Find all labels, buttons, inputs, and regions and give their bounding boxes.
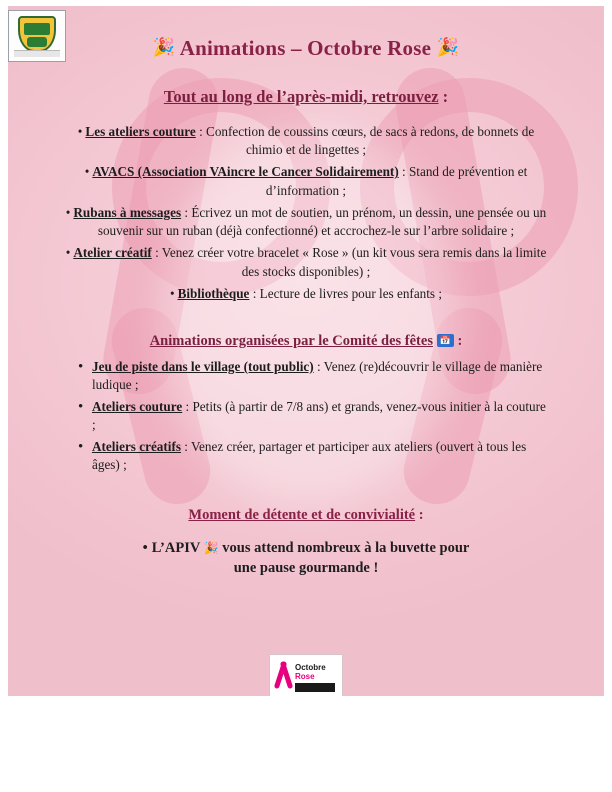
list-item-rest: : Venez (re)découvrir le village de manière ludique ;: [92, 358, 543, 393]
activities-list-afternoon: [60, 123, 552, 303]
octobre-rose-logo: [269, 654, 343, 696]
section-heading-detente-tail: :: [415, 506, 424, 523]
bullet-icon: •: [142, 539, 148, 556]
section-heading-afternoon-tail: :: [438, 87, 449, 106]
bullet-icon: •: [169, 285, 175, 301]
section-heading-detente: [60, 507, 552, 524]
section-heading-afternoon: [60, 87, 552, 107]
list-item: [60, 163, 552, 199]
octobre-rose-logo-bar: [295, 683, 335, 692]
list-item-lead: Jeu de piste dans le village (tout public): [92, 358, 314, 374]
list-item-rest: : Stand de prévention et d’information ;: [265, 164, 528, 198]
poster-content: [8, 6, 604, 578]
list-item-lead: AVACS (Association VAincre le Cancer Solidairement): [92, 164, 399, 180]
bullet-icon: •: [65, 245, 71, 261]
bullet-icon: •: [77, 124, 83, 139]
closing-post: vous attend nombreux à la buvette pour: [222, 539, 470, 556]
shield-icon: [18, 16, 56, 52]
page-title-text: Animations – Octobre Rose: [179, 36, 432, 60]
commune-coat-of-arms: [8, 10, 66, 62]
list-item-rest: : Lecture de livres pour les enfants ;: [249, 285, 443, 301]
section-heading-comite-tail: :: [453, 332, 463, 349]
activities-list-comite: [60, 358, 552, 475]
list-item: [60, 123, 552, 159]
poster-canvas: [8, 6, 604, 696]
closing-paragraph: [60, 538, 552, 579]
list-item: [78, 438, 552, 475]
octobre-rose-logo-label-top: Octobre: [295, 663, 326, 672]
section-heading-afternoon-text: Tout au long de l’après-midi, retrouvez: [163, 87, 439, 106]
calendar-badge-icon: 📅: [437, 334, 454, 347]
octobre-rose-logo-label-bottom: Rose: [295, 672, 315, 681]
bullet-icon: •: [84, 164, 90, 180]
closing-line2: une pause gourmande !: [233, 560, 379, 577]
list-item: [78, 398, 552, 435]
list-item-lead: Atelier créatif: [73, 245, 152, 261]
crest-ribbon-bar: [14, 50, 60, 57]
closing-pre: L’APIV: [151, 539, 201, 556]
list-item-rest: : Confection de coussins cœurs, de sacs à redons, de bonnets de chimio et de lingettes ;: [195, 124, 535, 158]
list-item-rest: : Écrivez un mot de soutien, un prénom, un dessin, une pensée ou un souvenir sur un ruban (déjà confectionné) et accrochez-le sur l’arbre solidaire ;: [97, 204, 547, 239]
list-item-rest: : Venez créer votre bracelet « Rose » (un kit vous sera remis dans la limite des stocks disponibles) ;: [151, 245, 547, 279]
list-item: [60, 204, 552, 240]
list-item-lead: Rubans à messages: [73, 204, 182, 220]
section-heading-comite-text: Animations organisées par le Comité des fêtes: [149, 332, 433, 349]
list-item-lead: Bibliothèque: [177, 285, 250, 301]
section-heading-detente-text: Moment de détente et de convivialité: [188, 506, 416, 523]
list-item: [78, 358, 552, 395]
list-item: [60, 285, 552, 303]
list-item: [60, 244, 552, 280]
list-item-rest: : Venez créer, partager et participer aux ateliers (ouvert à tous les âges) ;: [92, 438, 527, 473]
bullet-icon: •: [65, 204, 71, 220]
page-title: [60, 36, 552, 61]
party-popper-emoji-left: 🎉: [152, 37, 176, 57]
list-item-lead: Ateliers couture: [92, 398, 183, 414]
party-popper-emoji-closing: 🎉: [203, 540, 219, 555]
party-popper-emoji-right: 🎉: [436, 37, 460, 57]
list-item-lead: Ateliers créatifs: [92, 438, 181, 454]
section-heading-comite: [60, 333, 552, 350]
list-item-rest: : Petits (à partir de 7/8 ans) et grands, venez-vous initier à la couture ;: [92, 398, 546, 433]
pink-ribbon-icon: [276, 661, 292, 691]
list-item-lead: Les ateliers couture: [85, 124, 196, 139]
